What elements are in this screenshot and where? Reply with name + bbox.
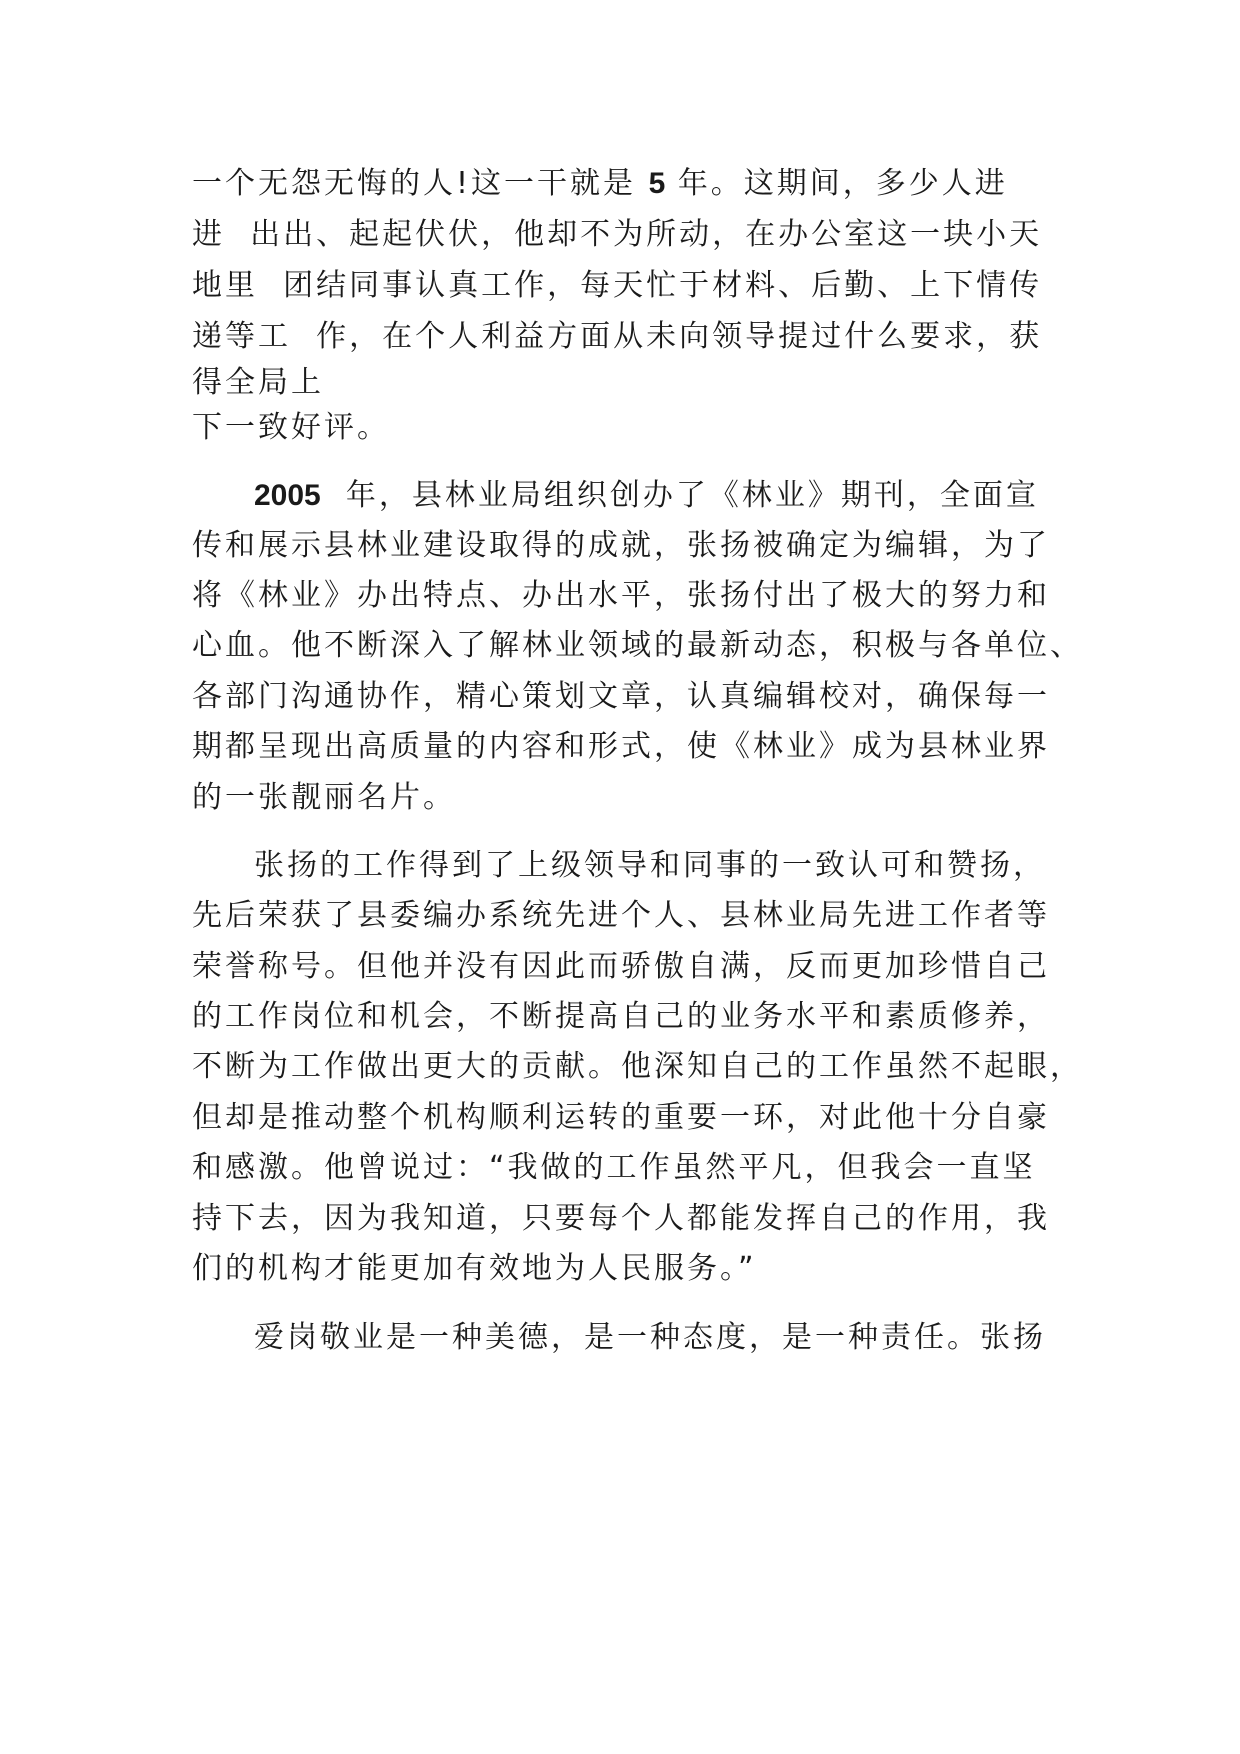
text-run: 一个无怨无悔的人!这一干就是 [192,166,637,201]
text-line: 期都呈现出高质量的内容和形式，使《林业》成为县林业界 [192,729,1050,764]
text-line: 和感激。他曾说过：“我做的工作虽然平凡，但我会一直坚 [192,1150,1036,1185]
text-line: 递等工 作，在个人利益方面从未向领导提过什么要求，获 [192,319,1043,354]
text-line: 的工作岗位和机会，不断提高自己的业务水平和素质修养， [192,999,1050,1034]
text-line: 但却是推动整个机构顺利运转的重要一环，对此他十分自豪 [192,1100,1050,1135]
text-run: 年，县林业局组织创办了《林业》期刊，全面宣 [345,478,1039,513]
year-count: 5 [648,167,666,200]
text-line: 先后荣获了县委编办系统先进个人、县林业局先进工作者等 [192,898,1050,933]
text-line: 的一张靓丽名片。 [192,780,456,815]
text-line [192,160,1008,208]
year-number: 2005 [254,479,321,512]
text-line: 张扬的工作得到了上级领导和同事的一致认可和赞扬， [254,848,1046,883]
text-line: 得全局上 [192,365,324,400]
text-line: 传和展示县林业建设取得的成就，张扬被确定为编辑，为了 [192,528,1050,563]
text-line: 爱岗敬业是一种美德，是一种态度，是一种责任。张扬 [254,1320,1046,1355]
text-line: 心血。他不断深入了解林业领域的最新动态，积极与各单位、 [192,628,1083,663]
text-line: 将《林业》办出特点、办出水平，张扬付出了极大的努力和 [192,578,1050,613]
text-run: 年。这期间，多少人进 [677,166,1008,201]
text-line: 不断为工作做出更大的贡献。他深知自己的工作虽然不起眼， [192,1049,1083,1084]
text-line: 们的机构才能更加有效地为人民服务。” [192,1251,757,1286]
text-line: 持下去，因为我知道，只要每个人都能发挥自己的作用，我 [192,1201,1050,1236]
text-line: 下一致好评。 [192,410,390,445]
text-line: 进 出出、起起伏伏，他却不为所动，在办公室这一块小天 [192,217,1043,252]
text-line [254,472,1039,520]
text-line: 荣誉称号。但他并没有因此而骄傲自满，反而更加珍惜自己 [192,949,1050,984]
text-line: 各部门沟通协作，精心策划文章，认真编辑校对，确保每一 [192,679,1050,714]
text-line: 地里 团结同事认真工作，每天忙于材料、后勤、上下情传 [192,268,1043,303]
